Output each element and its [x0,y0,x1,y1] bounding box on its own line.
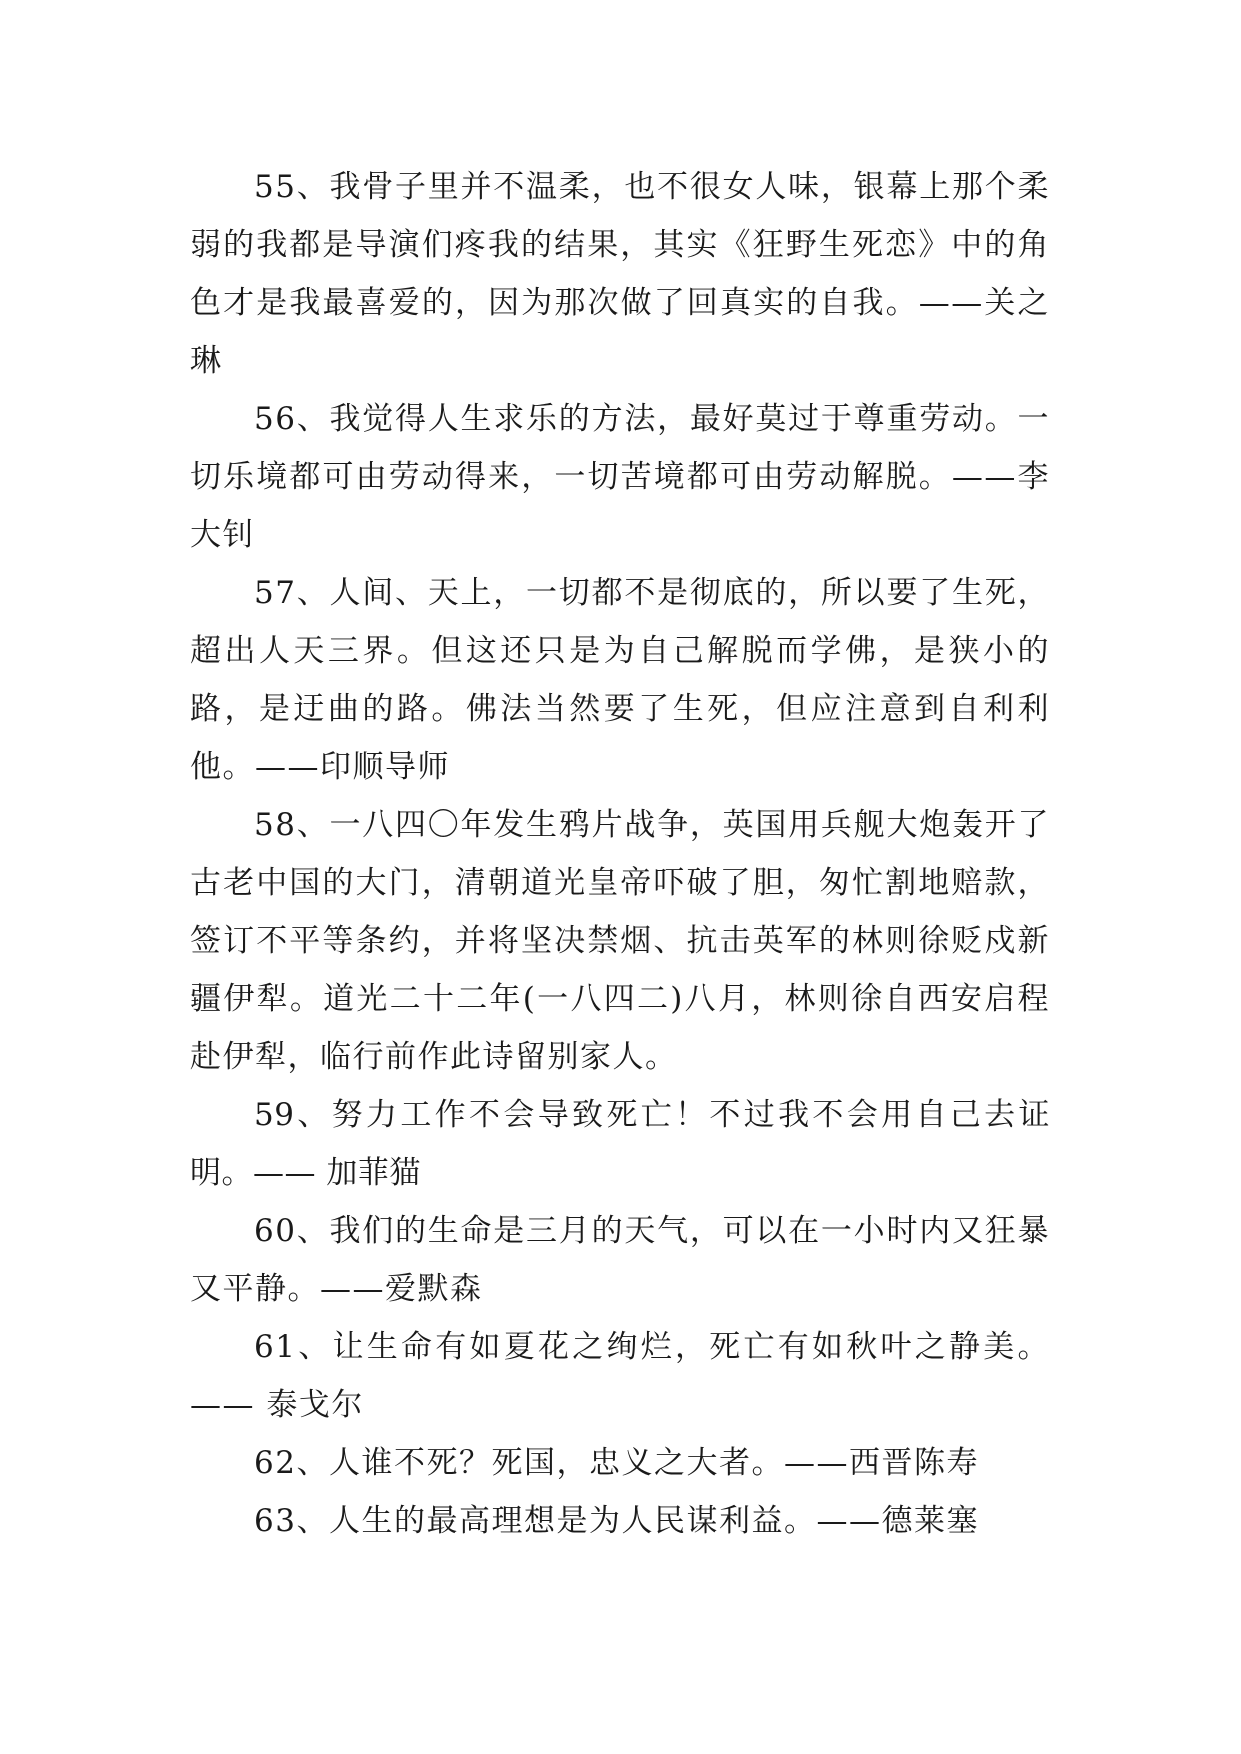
quote-list [190,158,1050,1550]
quote-59: 59、努力工作不会导致死亡！不过我不会用自己去证明。—— 加菲猫 [190,1097,1050,1191]
quote-61: 61、让生命有如夏花之绚烂，死亡有如秋叶之静美。—— 泰戈尔 [190,1329,1050,1423]
quote-55: 55、我骨子里并不温柔，也不很女人味，银幕上那个柔弱的我都是导演们疼我的结果，其实《狂野生死恋》中的角色才是我最喜爱的，因为那次做了回真实的自我。——关之琳 [190,169,1050,379]
quote-62: 62、人谁不死？死国，忠义之大者。——西晋陈寿 [254,1445,979,1481]
quote-63: 63、人生的最高理想是为人民谋利益。——德莱塞 [254,1503,979,1539]
quote-60: 60、我们的生命是三月的天气，可以在一小时内又狂暴又平静。——爱默森 [190,1213,1050,1307]
quote-57: 57、人间、天上，一切都不是彻底的，所以要了生死，超出人天三界。但这还只是为自己解脱而学佛，是狭小的路，是迂曲的路。佛法当然要了生死，但应注意到自利利他。——印顺导师 [190,575,1050,785]
quote-58: 58、一八四〇年发生鸦片战争，英国用兵舰大炮轰开了古老中国的大门，清朝道光皇帝吓破了胆，匆忙割地赔款，签订不平等条约，并将坚决禁烟、抗击英军的林则徐贬戍新疆伊犁。道光二十二年(一八四二)八月，林则徐自西安启程赴伊犁，临行前作此诗留别家人。 [190,807,1050,1075]
quote-56: 56、我觉得人生求乐的方法，最好莫过于尊重劳动。一切乐境都可由劳动得来，一切苦境都可由劳动解脱。——李大钊 [190,401,1050,553]
